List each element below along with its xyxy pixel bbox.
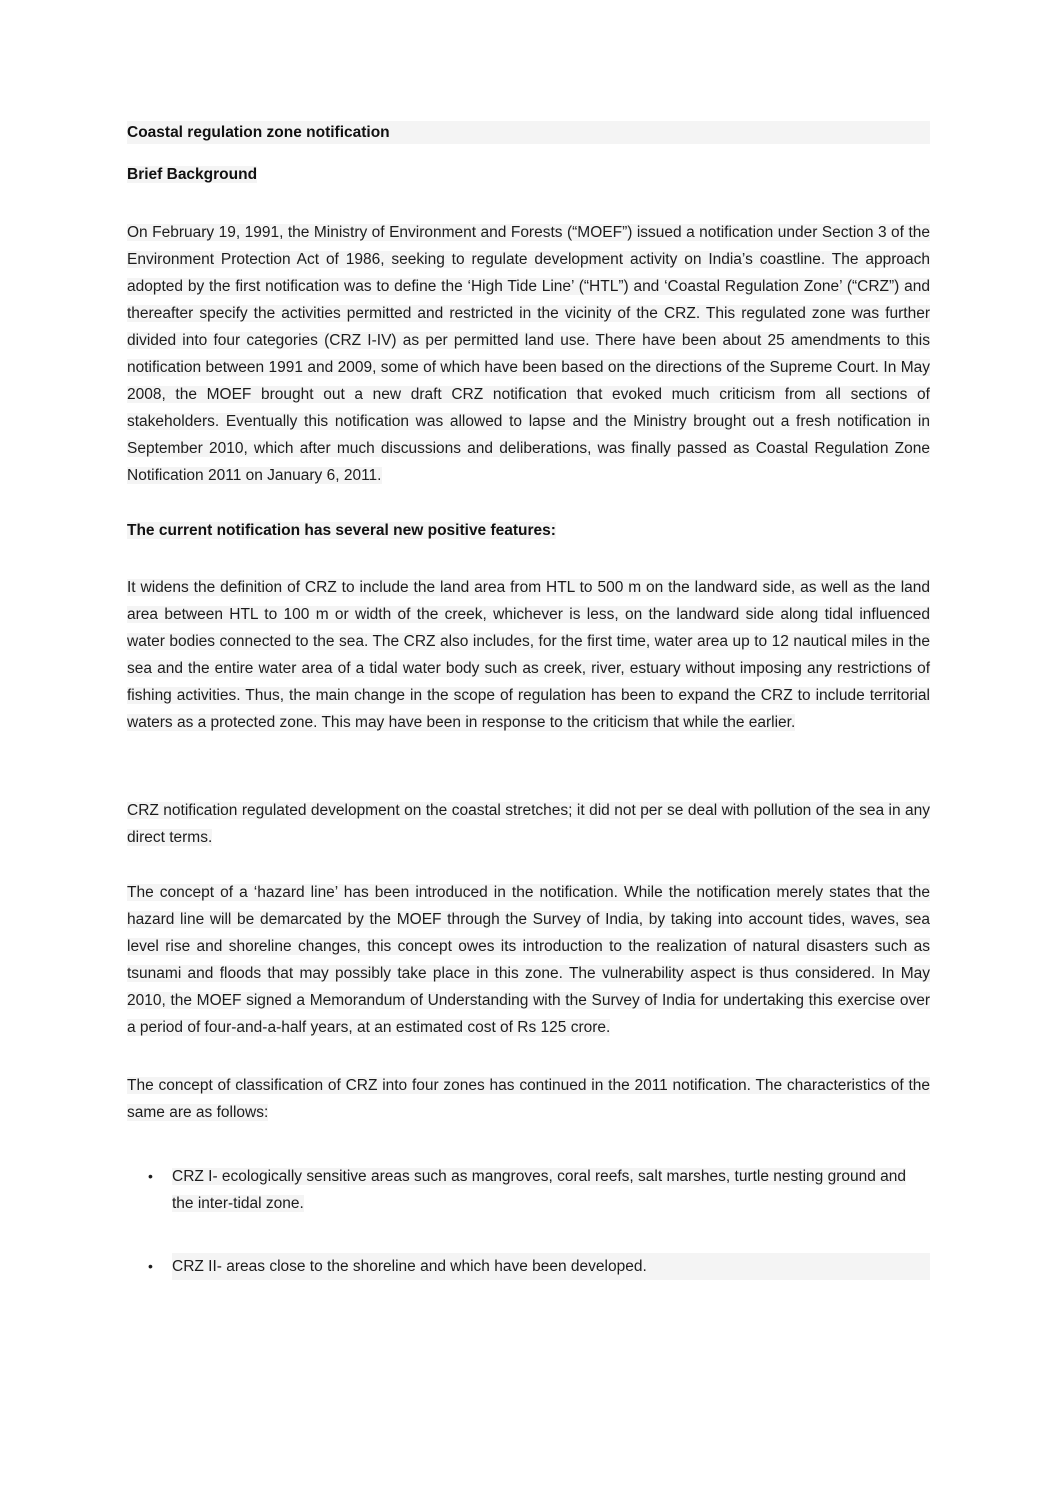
brief-background-heading — [127, 163, 930, 186]
list-item-crz-1 — [127, 1163, 930, 1217]
features-paragraph — [127, 574, 930, 736]
features-paragraph-text: It widens the definition of CRZ to include the land area from HTL to 500 m on the landward side, as well as the land area between HTL to 100 m or width of the creek, whichever is less, on the landward side along tidal influenced water bodies connected to the sea. The CRZ also includes, for the first time, water area up to 12 nautical miles in the sea and the entire water area of a tidal water body such as creek, river, estuary without imposing any restrictions of fishing activities. Thus, the main change in the scope of regulation has been to expand the CRZ to include territorial waters as a protected zone. This may have been in response to the criticism that while the earlier. — [127, 579, 930, 731]
pollution-paragraph — [127, 797, 930, 851]
document-title-text: Coastal regulation zone notification — [127, 124, 390, 141]
crz-zone-list — [127, 1163, 930, 1280]
list-item-crz-2 — [127, 1253, 930, 1280]
brief-background-heading-text: Brief Background — [127, 166, 258, 183]
classification-paragraph-text: The concept of classification of CRZ into four zones has continued in the 2011 notification. The characteristics of the same are as follows: — [127, 1077, 930, 1121]
document-title — [127, 121, 930, 144]
hazard-line-paragraph — [127, 879, 930, 1041]
features-heading-text: The current notification has several new positive features: — [127, 522, 556, 539]
list-item-crz-1-text: CRZ I- ecologically sensitive areas such as mangroves, coral reefs, salt marshes, turtle nesting ground and the inter-tidal zone. — [172, 1168, 907, 1212]
bullet-icon: • — [148, 1168, 153, 1184]
features-heading — [127, 519, 930, 542]
intro-paragraph — [127, 219, 930, 489]
hazard-line-paragraph-text: The concept of a ‘hazard line’ has been introduced in the notification. While the notification merely states that the hazard line will be demarcated by the MOEF through the Survey of India, by taking into account tides, waves, sea level rise and shoreline changes, this concept owes its introduction to the realization of natural disasters such as tsunami and floods that may possibly take place in this zone. The vulnerability aspect is thus considered. In May 2010, the MOEF signed a Memorandum of Understanding with the Survey of India for undertaking this exercise over a period of four-and-a-half years, at an estimated cost of Rs 125 crore. — [127, 884, 930, 1036]
pollution-paragraph-text: CRZ notification regulated development on the coastal stretches; it did not per se deal with pollution of the sea in any direct terms. — [127, 802, 930, 846]
list-item-crz-2-text: CRZ II- areas close to the shoreline and which have been developed. — [172, 1253, 930, 1280]
intro-paragraph-text: On February 19, 1991, the Ministry of Environment and Forests (“MOEF”) issued a notification under Section 3 of the Environment Protection Act of 1986, seeking to regulate development activity on India’s coastline. The approach adopted by the first notification was to define the ‘High Tide Line’ (“HTL”) and ‘Coastal Regulation Zone’ (“CRZ”) and thereafter specify the activities permitted and restricted in the vicinity of the CRZ. This regulated zone was further divided into four categories (CRZ I-IV) as per permitted land use. There have been about 25 amendments to this notification between 1991 and 2009, some of which have been based on the directions of the Supreme Court. In May 2008, the MOEF brought out a new draft CRZ notification that evoked much criticism from all sections of stakeholders. Eventually this notification was allowed to lapse and the Ministry brought out a fresh notification in September 2010, which after much discussions and deliberations, was finally passed as Coastal Regulation Zone Notification 2011 on January 6, 2011. — [127, 224, 930, 484]
bullet-icon: • — [148, 1258, 153, 1274]
classification-paragraph — [127, 1072, 930, 1126]
